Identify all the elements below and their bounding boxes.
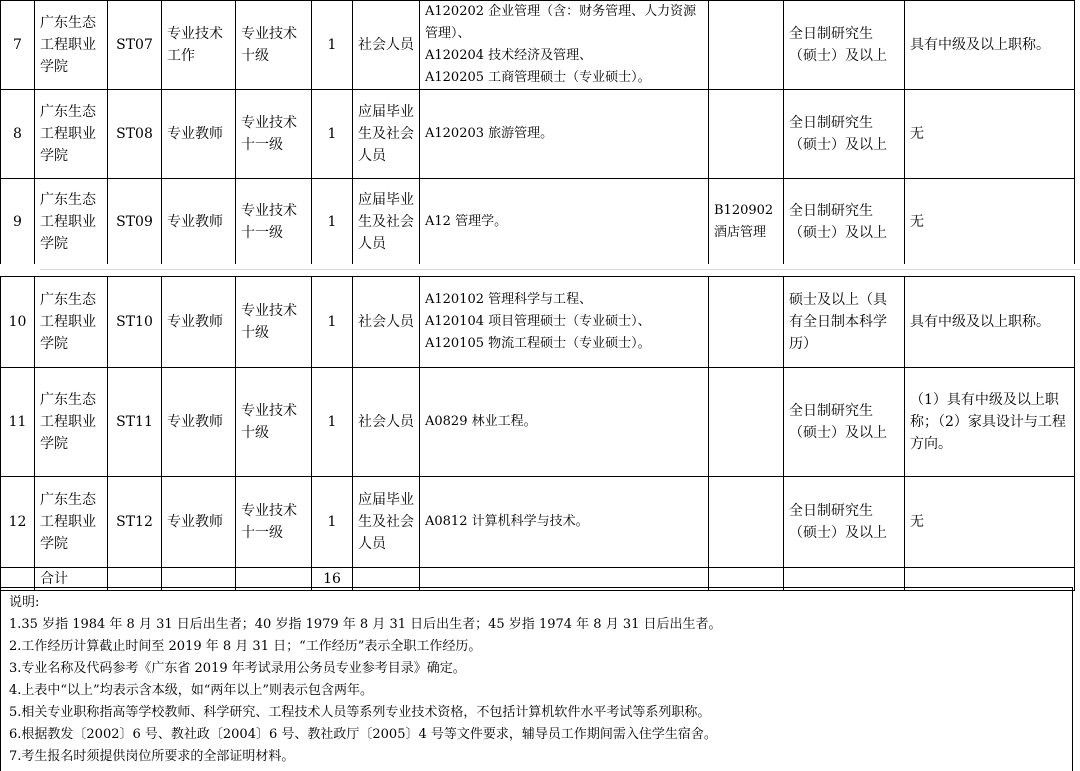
other-requirement: 无: [905, 179, 1075, 266]
major-line: A120205 工商管理硕士（专业硕士）。: [425, 70, 651, 85]
total-label: 合计: [35, 568, 108, 591]
hire-count: 1: [312, 1, 353, 90]
hire-count: 1: [312, 477, 353, 568]
post-code: ST12: [108, 477, 162, 568]
major-line: A120202 企业管理（含：财务管理、人力资源管理）、: [425, 4, 697, 41]
note-6: 6.根据教发〔2002〕6 号、教社政〔2004〕6 号、教社政厅〔2005〕4 号等文件要求，辅导员工作期间需入住学生宿舍。: [9, 727, 717, 742]
row-number: 7: [1, 1, 35, 90]
unit-name: 广东生态工程职业学院: [35, 477, 108, 568]
undergrad-major: [709, 477, 784, 568]
other-requirement: 具有中级及以上职称。: [905, 277, 1075, 368]
note-3: 3.专业名称及代码参考《广东省 2019 年考试录用公务员专业参考目录》确定。: [9, 661, 466, 676]
major-line: A120104 项目管理硕士（专业硕士）、: [425, 314, 651, 329]
hire-count: 1: [312, 277, 353, 368]
major-requirement: [420, 477, 709, 568]
row-number: 10: [1, 277, 35, 368]
major-line: A120105 物流工程硕士（专业硕士）。: [425, 336, 651, 351]
education-requirement: 全日制研究生（硕士）及以上: [784, 1, 905, 90]
post-code: ST10: [108, 277, 162, 368]
unit-name: 广东生态工程职业学院: [35, 179, 108, 266]
undergrad-major: B120902 酒店管理: [709, 179, 784, 266]
unit-name: 广东生态工程职业学院: [35, 368, 108, 477]
major-requirement: [420, 277, 709, 368]
major-requirement: [420, 90, 709, 179]
undergrad-major: [709, 1, 784, 90]
table-row: [1, 90, 1075, 179]
other-requirement: 无: [905, 90, 1075, 179]
post-level: 专业技术十一级: [236, 477, 312, 568]
page-gap-line: [40, 269, 1080, 270]
education-requirement: 全日制研究生（硕士）及以上: [784, 477, 905, 568]
major-requirement: [420, 179, 709, 266]
major-line: A120102 管理科学与工程、: [425, 292, 593, 307]
major-line: A12 管理学。: [425, 214, 508, 229]
post-level: 专业技术十一级: [236, 90, 312, 179]
job-table-top: [0, 0, 1075, 266]
unit-name: 广东生态工程职业学院: [35, 277, 108, 368]
page-gap: [0, 264, 1080, 276]
row-number: 8: [1, 90, 35, 179]
post-name: 专业教师: [162, 179, 236, 266]
target-group: 应届毕业生及社会人员: [353, 90, 420, 179]
post-code: ST11: [108, 368, 162, 477]
education-requirement: 硕士及以上（具有全日制本科学历）: [784, 277, 905, 368]
post-name: 专业教师: [162, 477, 236, 568]
note-7: 7.考生报名时须提供岗位所要求的全部证明材料。: [9, 749, 295, 764]
note-2: 2.工作经历计算截止时间至 2019 年 8 月 31 日；“工作经历”表示全职工作经历。: [9, 639, 482, 654]
education-requirement: 全日制研究生（硕士）及以上: [784, 90, 905, 179]
hire-count: 1: [312, 368, 353, 477]
total-count: 16: [312, 568, 353, 591]
undergrad-major: [709, 90, 784, 179]
education-requirement: 全日制研究生（硕士）及以上: [784, 368, 905, 477]
major-requirement: [420, 1, 709, 90]
notes-title: 说明:: [9, 595, 40, 610]
target-group: 社会人员: [353, 277, 420, 368]
table-row: [1, 1, 1075, 90]
post-level: 专业技术十级: [236, 277, 312, 368]
note-4: 4.上表中“以上”均表示含本级，如“两年以上”则表示包含两年。: [9, 683, 373, 698]
post-name: 专业教师: [162, 90, 236, 179]
row-number: 11: [1, 368, 35, 477]
major-line: A0829 林业工程。: [425, 414, 537, 429]
target-group: 社会人员: [353, 368, 420, 477]
undergrad-major: [709, 368, 784, 477]
target-group: 社会人员: [353, 1, 420, 90]
target-group: 应届毕业生及社会人员: [353, 477, 420, 568]
post-code: ST07: [108, 1, 162, 90]
hire-count: 1: [312, 179, 353, 266]
major-line: A120203 旅游管理。: [425, 126, 554, 141]
table-row: [1, 179, 1075, 266]
education-requirement: 全日制研究生（硕士）及以上: [784, 179, 905, 266]
post-level: 专业技术十一级: [236, 179, 312, 266]
post-level: 专业技术十级: [236, 368, 312, 477]
unit-name: 广东生态工程职业学院: [35, 90, 108, 179]
major-requirement: [420, 368, 709, 477]
unit-name: 广东生态工程职业学院: [35, 1, 108, 90]
row-number: 12: [1, 477, 35, 568]
table-row: [1, 368, 1075, 477]
other-requirement: （1）具有中级及以上职称；（2）家具设计与工程方向。: [905, 368, 1075, 477]
notes-section: [0, 587, 1073, 771]
post-name: 专业教师: [162, 277, 236, 368]
other-requirement: 无: [905, 477, 1075, 568]
other-requirement: 具有中级及以上职称。: [905, 1, 1075, 90]
job-table-bottom: [0, 276, 1075, 591]
post-code: ST09: [108, 179, 162, 266]
undergrad-major: [709, 277, 784, 368]
note-5: 5.相关专业职称指高等学校教师、科学研究、工程技术人员等系列专业技术资格，不包括计算机软件水平考试等系列职称。: [9, 705, 711, 720]
post-name: 专业技术工作: [162, 1, 236, 90]
post-name: 专业教师: [162, 368, 236, 477]
table-row: [1, 277, 1075, 368]
major-line: A0812 计算机科学与技术。: [425, 514, 589, 529]
hire-count: 1: [312, 90, 353, 179]
post-code: ST08: [108, 90, 162, 179]
post-level: 专业技术十级: [236, 1, 312, 90]
row-number: 9: [1, 179, 35, 266]
note-1: 1.35 岁指 1984 年 8 月 31 日后出生者；40 岁指 1979 年 8 月 31 日后出生者；45 岁指 1974 年 8 月 31 日后出生者。: [9, 617, 722, 632]
target-group: 应届毕业生及社会人员: [353, 179, 420, 266]
major-line: A120204 技术经济及管理、: [425, 48, 593, 63]
table-row: [1, 477, 1075, 568]
